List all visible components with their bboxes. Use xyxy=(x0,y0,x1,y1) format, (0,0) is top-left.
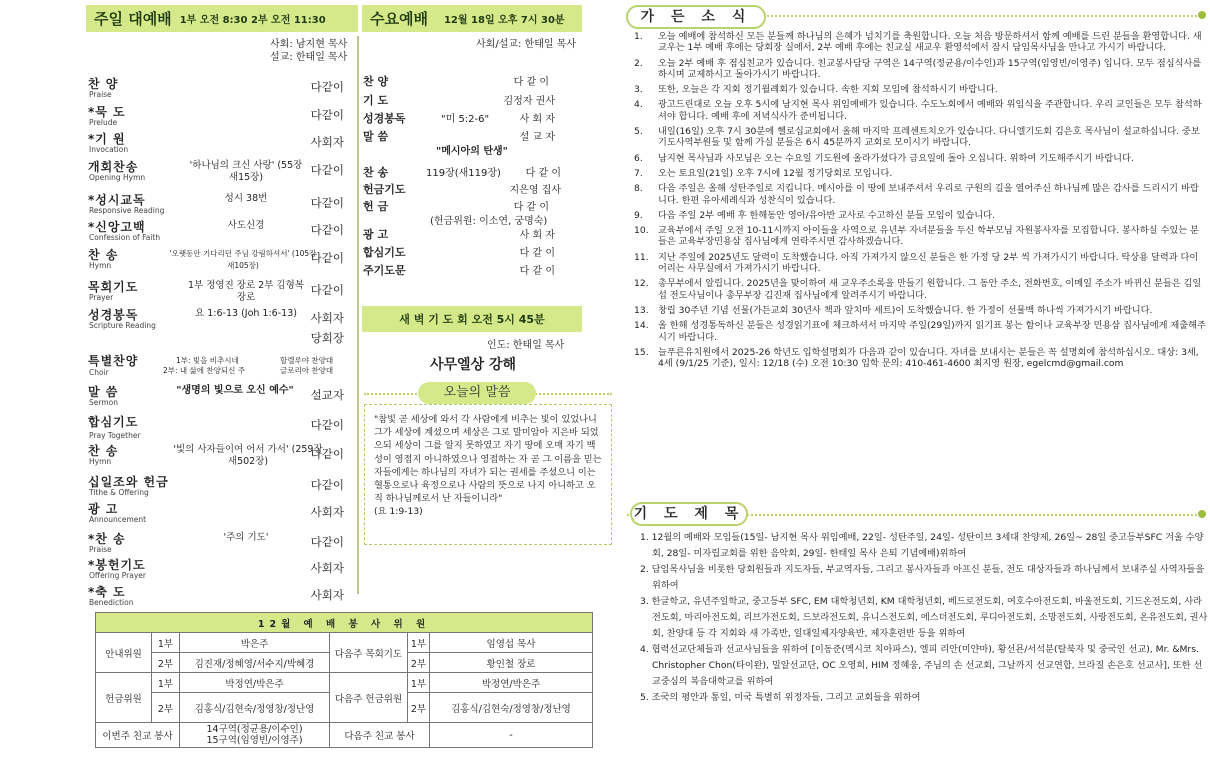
choir-line-1a: 1부: 빛을 비추시네 xyxy=(176,356,239,365)
wed-item: 찬 송 119장(새119장) 다 같 이 xyxy=(363,166,561,179)
wed-item: 헌 금 다 같 이 xyxy=(363,200,549,213)
wed-item: 합심기도 다 같 이 xyxy=(363,246,555,259)
list-item: 3. 한글학교, 유년주일학교, 중고등부 SFC, EM 대학청년회, KM 대학청년회, 베드로전도회, 여호수아전도회, 바울전도회, 기드온전도회, 사라전도회, 마리아전도회, 리브가전도회, 드보라전도회, 유니스전도회, 에스더전도회, 루디아전도회, 소망전도회, 사랑전도회, 온유전도회, 권사회, 찬양대 등 각 지회와 새 가족반, 일대일제자양육반, 제자훈련반 등을 위하여 xyxy=(640,596,1208,639)
prayer-divider-dot xyxy=(1198,510,1206,518)
choir-line-2b: 글로리아 찬양대 xyxy=(280,366,334,375)
order-item: 개회찬송 Opening Hymn '하나님의 크신 사랑' (55장 새15장) 다같이 xyxy=(88,160,344,183)
news-divider-dot xyxy=(1198,11,1206,19)
order-item: 광 고 Announcement 사회자 xyxy=(88,502,344,524)
word-box xyxy=(364,404,612,545)
wed-offering-note: (헌금위원: 이소연, 궁명숙) xyxy=(430,216,548,227)
list-item: 1. 12월의 예배와 모임들(15일- 남지현 목사 위임예배, 22일- 성탄주일, 24일- 성탄이브 3세대 찬양제, 26일~ 28일 중고등부SFC 겨울 수양회, 28일- 미자립교회를 위한 음악회, 29일- 한태일 목사 은퇴 기념예배)위하여 xyxy=(640,532,1204,559)
word-text: "참빛 곧 세상에 와서 각 사람에게 비추는 빛이 있었나니 그가 세상에 계셨으며 세상은 그로 말미암아 지은바 되었으되 세상이 그를 알지 못하였고 자기 땅에 오매 자기 백성이 영접지 아니하였으나 영접하는 자 곧 그 이름을 믿는 자들에게는 하나님의 자녀가 되는 권세를 주셨으니 이는 혈통으로나 육정으로나 사람의 뜻으로 나지 아니하고 오직 하나님께로서 난 자들이니라" xyxy=(374,414,602,505)
wednesday-time: 12월 18일 오후 7시 30분 xyxy=(443,15,565,26)
service-table-title: 12월 예 배 봉 사 위 원 xyxy=(96,613,593,633)
word-ref: (요 1:9-13) xyxy=(374,506,423,518)
sunday-time: 1부 오전 8:30 2부 오전 11:30 xyxy=(179,15,326,26)
list-item: 1. 오늘 예배에 참석하신 모든 분들께 하나님의 은혜가 넘치기를 축원합니다. 오늘 처음 방문하셔서 함께 예배를 드린 분들을 환영합니다. 새교우는 1부 예배 후에는 당회장 실에서, 2부 예배 후에는 친교실 새교우 환영석에서 잠시 담임목사님을 만나고 가시기 바랍니다. xyxy=(634,31,1202,54)
list-item: 7. 오는 토요일(21일) 오후 7시에 12월 정기당회로 모입니다. xyxy=(634,167,893,179)
order-item: 찬 양 Praise 다같이 xyxy=(88,77,344,99)
list-item: 4. 협력선교단체들과 선교사님들을 위하여 [이동준(멕시코 치아파스), 엘피 리안(미얀마), 황선묜/서석분(탈북자 및 중국인 선교), Mr. &Mrs. Christopher Chon(타이완), 밀알선교단, OC 오영희, HIM 정혜웅, 주님의 손 선교회, 그날까지 선교연합, 브라질 손은호 선교사], 또한 선교중심의 복음대학교를 위하여 xyxy=(640,644,1203,687)
list-item: 9. 다음 주일 2부 예배 후 한해동안 영아/유아반 교사로 수고하신 분들 모임이 있습니다. xyxy=(634,209,995,221)
list-item: 8. 다음 주일은 올해 성탄주일로 지킵니다. 메시아를 이 땅에 보내주셔서 우리로 구원의 길을 열어주신 하나님께 많은 감사를 드리시기 바랍니다. 한편 유아세례식과 성찬식이 있습니다. xyxy=(634,183,1199,206)
list-item: 4. 광고드린대로 오늘 오후 5시에 남지현 목사 위임예배가 있습니다. 수도노회에서 예배와 위임식을 주관합니다. 우리 교인들은 모두 참석하셔야 합니다. 예배 후에 저녁식사가 준비됩니다. xyxy=(634,99,1202,122)
sunday-host: 사회: 남지현 목사 xyxy=(270,39,348,50)
dawn-leader: 인도: 한태일 목사 xyxy=(487,340,565,351)
order-item: *묵 도 Prelude 다같이 xyxy=(88,105,344,127)
list-item: 3. 또한, 오늘은 각 지회 정기월례회가 있습니다. 속한 지회 모임에 참석하시기 바랍니다. xyxy=(634,84,998,96)
column-divider xyxy=(357,36,359,594)
wed-item: 기 도 김정자 권사 xyxy=(363,94,555,107)
order-item: *성시교독 Responsive Reading 성시 38번 다같이 xyxy=(88,193,344,215)
prayer-list xyxy=(640,530,1210,706)
list-item: 10. 교육부에서 주일 오전 10-11시까지 아이들을 사역으로 유년부 자녀분들을 두신 학부모님 자원봉사자를 모집합니다. 봉사하실 수있는 분들은 교육부장민용삼 집사님에게 연락주시면 감사하겠습니다. xyxy=(634,225,1199,248)
news-list xyxy=(634,31,1206,373)
order-item: 찬 송 Hymn '빛의 사자들이여 어서 가서' (259장 새502장) 다같이 xyxy=(88,444,344,467)
list-item: 6. 남지현 목사님과 사모님은 오는 수요일 기도원에 올라가셨다가 금요일에 돌아 오십니다. 위하여 기도해주시기 바랍니다. xyxy=(634,152,1134,164)
wed-sermon-title: "메시아의 탄생" xyxy=(436,146,508,157)
list-item: 5. 조국의 평안과 통일, 미국 특별히 위정자들, 그리고 교회들을 위하여 xyxy=(640,692,921,703)
list-item: 12. 총무부에서 알립니다. 2025년을 맞이하여 새 교우주소록을 만들기 원합니다. 그 동안 주소, 전화번호, 이메일 주소가 바뀌신 분들은 김일섭 전도사님이나 총무부장 김진재 집사님에게 알려주시기 바랍니다. xyxy=(634,278,1202,301)
list-item: 11. 지난 주일에 2025년도 달력이 도착했습니다. 아직 가져가지 않으신 분들은 한 가정 당 2부 씩 가져가시기 바랍니다. 탁상용 달력과 다이어리는 사무실에서 가져가시기 바랍니다. xyxy=(634,251,1199,275)
wed-item: 헌금기도 지은영 집사 xyxy=(363,183,561,196)
order-item: 합심기도 Pray Together 다같이 xyxy=(88,415,344,440)
dawn-book: 사무엘상 강해 xyxy=(430,357,517,373)
order-item: 십일조와 헌금 Tithe & Offering 다같이 xyxy=(88,475,344,497)
order-item: *봉헌기도 Offering Prayer 사회자 xyxy=(88,558,344,580)
prayer-title-pill: 기 도 제 목 xyxy=(630,502,748,526)
list-item: 2. 담임목사님을 비롯한 당회원들과 지도자들, 부교역자들, 그리고 봉사자들과 아프신 분들, 전도 대상자들과 하나님께서 보내주실 사역자들을 위하여 xyxy=(640,564,1205,591)
service-table: 12월 예 배 봉 사 위 원 안내위원 1부 박은주 다음주 목회기도 1부 임영섭 목사 2부 김진재/정혜영/서수지/박혜경 2부 황인철 장로 헌금위원 1부 박정연/박은주 다음주 헌금위원 1부 박정연/박은주 2부 김홍식/김현숙/정영창/정난영 2부 김홍식/김현숙/정영창/정난영 이번주 친교 봉사 14구역(정균용/이수인) 15구역(임영빈/이영주) 다음주 친교 봉사 - xyxy=(95,612,593,748)
order-item: *축 도 Benediction 사회자 xyxy=(88,585,344,607)
order-item: *찬 송 Praise '주의 기도' 다같이 xyxy=(88,532,344,554)
order-item: 말 씀 Sermon "생명의 빛으로 오신 예수" 설교자 xyxy=(88,385,344,407)
word-title-pill: 오늘의 말씀 xyxy=(418,382,536,404)
sunday-title: 주일 대예배 xyxy=(94,10,172,28)
order-item: 찬 송 Hymn '오랫동안 기다리던 주님 강림하셔서' (105장 새105장) 다같이 xyxy=(88,248,344,270)
list-item: 15. 늘푸른유치원에서 2025-26 학년도 입학설명회가 다음과 같이 있습니다. 자녀를 보내시는 분들은 꼭 설명회에 참석하십시오. 대상: 3세, 4세 (9/1/25 기준), 일시: 12/18 (수) 오전 10:30 입학 문의: 410-461-4600 최지영 원장, egelcmd@gmail.com xyxy=(634,346,1199,370)
order-item: *신앙고백 Confession of Faith 사도신경 다같이 xyxy=(88,220,344,242)
order-item: 목회기도 Prayer 1부 정영진 장로 2부 김형복 장로 다같이 xyxy=(88,280,344,303)
choir-line-2a: 2부: 내 삶에 찬양되신 주 xyxy=(163,366,246,375)
wed-item: 성경봉독 "미 5:2-6" 사 회 자 xyxy=(363,112,555,125)
wednesday-header xyxy=(362,5,582,32)
news-title-pill: 가 든 소 식 xyxy=(626,5,766,29)
list-item: 13. 창립 30주년 기념 선물(가든교회 30년사 책과 앞치마 세트)이 도착했습니다. 한 가정이 선물백 하나씩 가져가시기 바랍니다. xyxy=(634,304,1153,316)
list-item: 2. 오늘 2부 예배 후 점심친교가 있습니다. 친교봉사담당 구역은 14구역(정균용/이수인)과 15구역(임영빈/이영주) 입니다. 모두 점심식사를 하시며 교제하시고 돌아가시기 바랍니다. xyxy=(634,57,1202,80)
wednesday-host: 사회/설교: 한태일 목사 xyxy=(476,39,577,50)
order-item: 성경봉독 Scripture Reading 요 1:6-13 (Joh 1:6-13) 사회자 당회장 xyxy=(88,308,344,345)
sunday-header xyxy=(86,5,358,32)
sunday-sermon-by: 설교: 한태일 목사 xyxy=(270,52,348,63)
list-item: 14. 올 한해 성경통독하신 분들은 성경읽기표에 체크하셔서 마지막 주일(29일)까지 읽기표 봉는 함이나 교육부장 민용삼 집사님에게 제출해주시기 바랍니다. xyxy=(634,320,1206,343)
wed-item: 주기도문 다 같 이 xyxy=(363,264,555,277)
wed-item: 찬 양 다 같 이 xyxy=(363,75,549,88)
choir-line-1b: 할렐루야 찬양대 xyxy=(280,356,334,365)
order-item: 특별찬양 Choir 1부: 빛을 비추시네 할렐루야 찬양대 2부: 내 삶에 찬양되신 주 글로리아 찬양대 xyxy=(88,354,334,377)
dawn-header: 새 벽 기 도 회 오전 5시 45분 xyxy=(362,306,582,332)
wed-item: 말 씀 설 교 자 xyxy=(363,130,555,143)
list-item: 5. 내일(16일) 오후 7시 30분에 헬로십교회에서 올해 마지막 프레센트치오가 있습니다. 다니엘기도회 김은호 목사님이 설교하십니다. 중보기도사역부원들 및 함께 가실 분들은 6시 45분까지 교회로 모이시기 바랍니다. xyxy=(634,126,1200,149)
wed-item: 광 고 사 회 자 xyxy=(363,228,555,241)
wednesday-title: 수요예배 xyxy=(370,10,428,28)
order-item: *기 원 Invocation 사회자 xyxy=(88,132,344,154)
